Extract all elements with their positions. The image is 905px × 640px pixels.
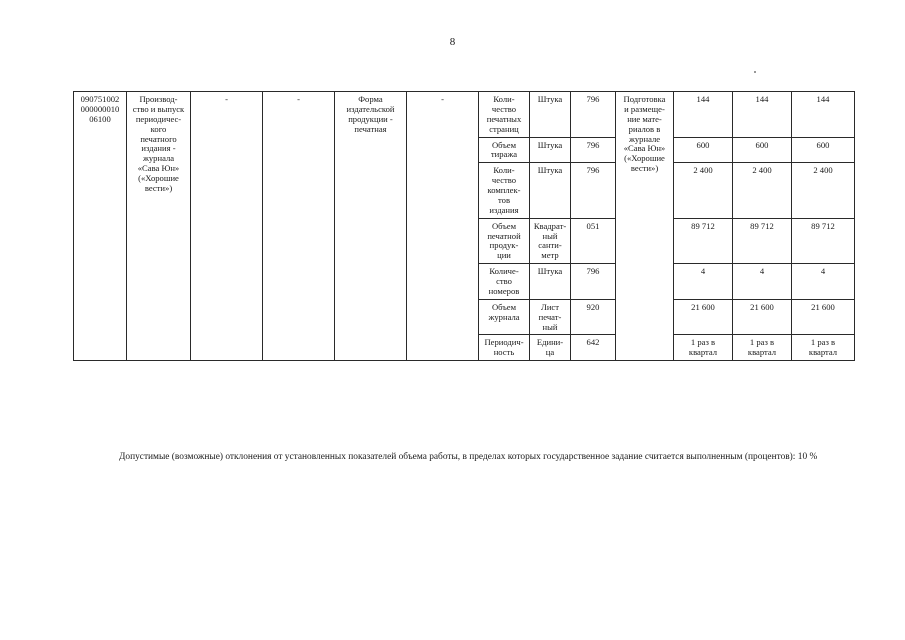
- value-year1-cell: 4: [674, 264, 733, 300]
- value-year3-cell: 1 раз в квартал: [792, 335, 855, 361]
- okei-code-cell: 051: [571, 218, 616, 264]
- okei-code-cell: 796: [571, 264, 616, 300]
- service-name-cell: Производ- ство и выпуск периодичес- кого печатного издания - журнала «Сава Юн» («Хорошие вести»): [127, 92, 191, 361]
- content-cell-1: -: [191, 92, 263, 361]
- unit-cell: Штука: [530, 264, 571, 300]
- unit-cell: Едини- ца: [530, 335, 571, 361]
- value-year2-cell: 1 раз в квартал: [733, 335, 792, 361]
- condition-cell: -: [407, 92, 479, 361]
- work-volume-table: [73, 91, 855, 361]
- value-year1-cell: 600: [674, 137, 733, 163]
- form-cell: Форма издательской продукции - печатная: [335, 92, 407, 361]
- okei-code-cell: 796: [571, 92, 616, 138]
- value-year1-cell: 144: [674, 92, 733, 138]
- okei-code-cell: 920: [571, 299, 616, 335]
- indicator-cell: Коли- чество печатных страниц: [479, 92, 530, 138]
- indicator-cell: Объем журнала: [479, 299, 530, 335]
- value-year2-cell: 600: [733, 137, 792, 163]
- indicator-cell: Периодич- ность: [479, 335, 530, 361]
- value-year3-cell: 2 400: [792, 163, 855, 218]
- value-year1-cell: 21 600: [674, 299, 733, 335]
- indicator-cell: Коли- чество комплек- тов издания: [479, 163, 530, 218]
- table-row: [74, 92, 855, 138]
- value-year3-cell: 89 712: [792, 218, 855, 264]
- unit-cell: Штука: [530, 163, 571, 218]
- value-year2-cell: 144: [733, 92, 792, 138]
- indicator-cell: Объем печатной продук- ции: [479, 218, 530, 264]
- value-year2-cell: 2 400: [733, 163, 792, 218]
- value-year1-cell: 1 раз в квартал: [674, 335, 733, 361]
- value-year1-cell: 2 400: [674, 163, 733, 218]
- description-cell: Подготовка и размеще- ние мате- риалов в журнале «Сава Юн» («Хорошие вести»): [616, 92, 674, 361]
- scan-dot: [754, 71, 756, 73]
- value-year3-cell: 21 600: [792, 299, 855, 335]
- value-year3-cell: 144: [792, 92, 855, 138]
- okei-code-cell: 642: [571, 335, 616, 361]
- indicator-cell: Объем тиража: [479, 137, 530, 163]
- value-year2-cell: 4: [733, 264, 792, 300]
- unit-cell: Штука: [530, 137, 571, 163]
- deviation-footnote: Допустимые (возможные) отклонения от установленных показателей объема работы, в пределах которых государственное задание считается выполненным (процентов): 10 %: [119, 452, 818, 462]
- value-year1-cell: 89 712: [674, 218, 733, 264]
- value-year2-cell: 89 712: [733, 218, 792, 264]
- unit-cell: Штука: [530, 92, 571, 138]
- value-year3-cell: 600: [792, 137, 855, 163]
- unit-cell: Лист печат- ный: [530, 299, 571, 335]
- value-year3-cell: 4: [792, 264, 855, 300]
- okei-code-cell: 796: [571, 163, 616, 218]
- okei-code-cell: 796: [571, 137, 616, 163]
- content-cell-2: -: [263, 92, 335, 361]
- registry-code-cell: 090751002 000000010 06100: [74, 92, 127, 361]
- page-number: 8: [449, 36, 456, 48]
- indicator-cell: Количе- ство номеров: [479, 264, 530, 300]
- unit-cell: Квадрат- ный санти- метр: [530, 218, 571, 264]
- value-year2-cell: 21 600: [733, 299, 792, 335]
